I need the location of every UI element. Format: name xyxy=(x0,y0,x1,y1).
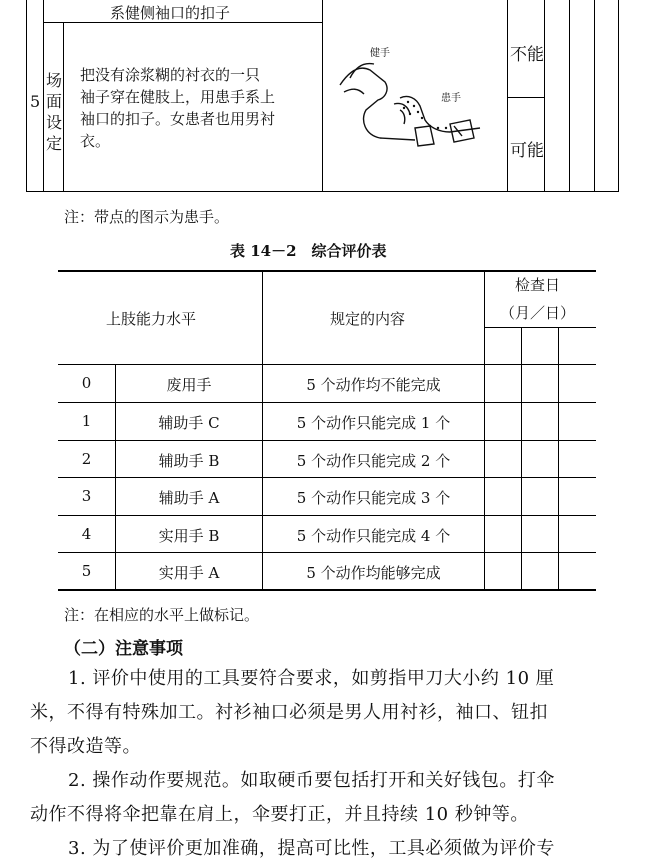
task-description: 把没有涂浆糊的衬衣的一只 袖子穿在健肢上，用患手系上 袖口的扣子。女患者也用男衬 衣。 xyxy=(80,66,276,150)
row-level: 辅助手 A xyxy=(158,489,220,507)
row-level: 辅助手 C xyxy=(158,414,220,432)
paragraph-2-line-2: 动作不得将伞把靠在肩上，伞要打正，并且持续 10 秒钟等。 xyxy=(30,804,529,825)
row-number: 5 xyxy=(30,92,41,111)
row-num: 4 xyxy=(81,525,92,543)
row-num: 1 xyxy=(81,412,92,430)
row-num: 2 xyxy=(81,450,92,468)
header-ability-level: 上肢能力水平 xyxy=(106,310,197,328)
top-table-header: 系健侧袖口的扣子 xyxy=(110,4,231,22)
label-patient-hand: 患手 xyxy=(441,93,461,104)
note-mark-level: 注：在相应的水平上做标记。 xyxy=(64,606,260,624)
category-label: 场 面 设 定 xyxy=(45,71,62,153)
paragraph-1-line-3: 不得改造等。 xyxy=(30,736,141,757)
row-content: 5 个动作均能够完成 xyxy=(306,564,441,582)
result-cannot: 不能 xyxy=(510,45,544,65)
header-content: 规定的内容 xyxy=(330,310,406,328)
row-level: 实用手 B xyxy=(158,527,220,545)
row-content: 5 个动作只能完成 3 个 xyxy=(296,489,451,507)
table-title: 表 14－2 综合评价表 xyxy=(230,242,387,260)
hand-buttoning-illustration xyxy=(330,40,500,160)
row-num: 0 xyxy=(81,374,92,392)
row-content: 5 个动作只能完成 1 个 xyxy=(296,414,451,432)
section-heading: （二）注意事项 xyxy=(64,639,183,659)
row-level: 废用手 xyxy=(166,376,212,394)
paragraph-1-line-1: 1. 评价中使用的工具要符合要求，如剪指甲刀大小约 10 厘 xyxy=(68,668,555,689)
result-can: 可能 xyxy=(510,141,544,161)
row-content: 5 个动作只能完成 2 个 xyxy=(296,452,451,470)
header-check-date-unit: （月／日） xyxy=(500,304,576,322)
row-level: 实用手 A xyxy=(158,564,220,582)
row-level: 辅助手 B xyxy=(158,452,220,470)
row-content: 5 个动作均不能完成 xyxy=(306,376,441,394)
paragraph-3-line-1: 3. 为了使评价更加准确，提高可比性，工具必须做为评价专 xyxy=(68,838,555,859)
header-check-date: 检查日 xyxy=(515,276,561,294)
note-illustration: 注：带点的图示为患手。 xyxy=(64,208,230,226)
paragraph-1-line-2: 米，不得有特殊加工。衬衫袖口必须是男人用衬衫，袖口、钮扣 xyxy=(30,702,548,723)
row-num: 5 xyxy=(81,562,92,580)
row-num: 3 xyxy=(81,487,92,505)
paragraph-2-line-1: 2. 操作动作要规范。如取硬币要包括打开和关好钱包。打伞 xyxy=(68,770,555,791)
row-content: 5 个动作只能完成 4 个 xyxy=(296,527,451,545)
label-healthy-hand: 健手 xyxy=(370,48,390,59)
